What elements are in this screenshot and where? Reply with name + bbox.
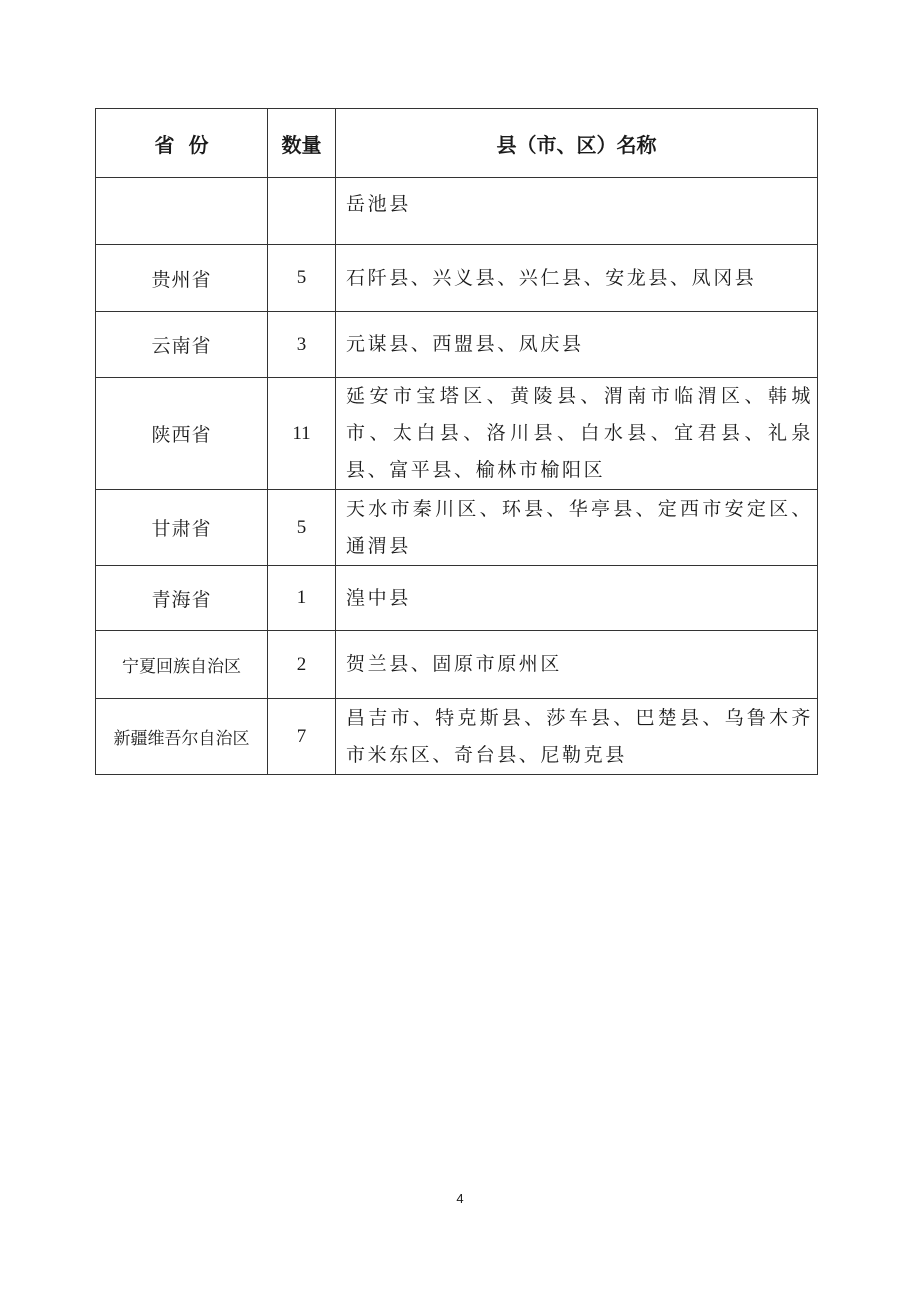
counties-cell: 天水市秦川区、环县、华亭县、定西市安定区、通渭县 — [336, 490, 818, 566]
counties-cell: 湟中县 — [336, 566, 818, 631]
counties-cell: 岳池县 — [336, 178, 818, 245]
table-header-row — [96, 109, 818, 178]
table-row — [96, 312, 818, 378]
province-cell: 宁夏回族自治区 — [96, 631, 268, 699]
header-count: 数量 — [268, 109, 336, 178]
counties-cell: 元谋县、西盟县、凤庆县 — [336, 312, 818, 378]
count-cell: 7 — [268, 699, 336, 775]
table-row — [96, 378, 818, 490]
table-row — [96, 178, 818, 245]
province-cell: 新疆维吾尔自治区 — [96, 699, 268, 775]
province-cell: 贵州省 — [96, 245, 268, 312]
table-row — [96, 566, 818, 631]
count-cell: 1 — [268, 566, 336, 631]
table-row — [96, 245, 818, 312]
province-cell: 青海省 — [96, 566, 268, 631]
count-cell — [268, 178, 336, 245]
counties-cell: 昌吉市、特克斯县、莎车县、巴楚县、乌鲁木齐市米东区、奇台县、尼勒克县 — [336, 699, 818, 775]
province-cell: 甘肃省 — [96, 490, 268, 566]
table-row — [96, 490, 818, 566]
count-cell: 3 — [268, 312, 336, 378]
table-row — [96, 699, 818, 775]
counties-cell: 延安市宝塔区、黄陵县、渭南市临渭区、韩城市、太白县、洛川县、白水县、宜君县、礼泉县、富平县、榆林市榆阳区 — [336, 378, 818, 490]
county-table — [95, 108, 818, 775]
count-cell: 5 — [268, 245, 336, 312]
count-cell: 2 — [268, 631, 336, 699]
count-cell: 5 — [268, 490, 336, 566]
header-province: 省 份 — [96, 109, 268, 178]
province-cell — [96, 178, 268, 245]
table-row — [96, 631, 818, 699]
counties-cell: 贺兰县、固原市原州区 — [336, 631, 818, 699]
page-number: 4 — [456, 1191, 464, 1206]
count-cell: 11 — [268, 378, 336, 490]
province-cell: 陕西省 — [96, 378, 268, 490]
counties-cell: 石阡县、兴义县、兴仁县、安龙县、凤冈县 — [336, 245, 818, 312]
header-counties: 县（市、区）名称 — [336, 109, 818, 178]
province-cell: 云南省 — [96, 312, 268, 378]
